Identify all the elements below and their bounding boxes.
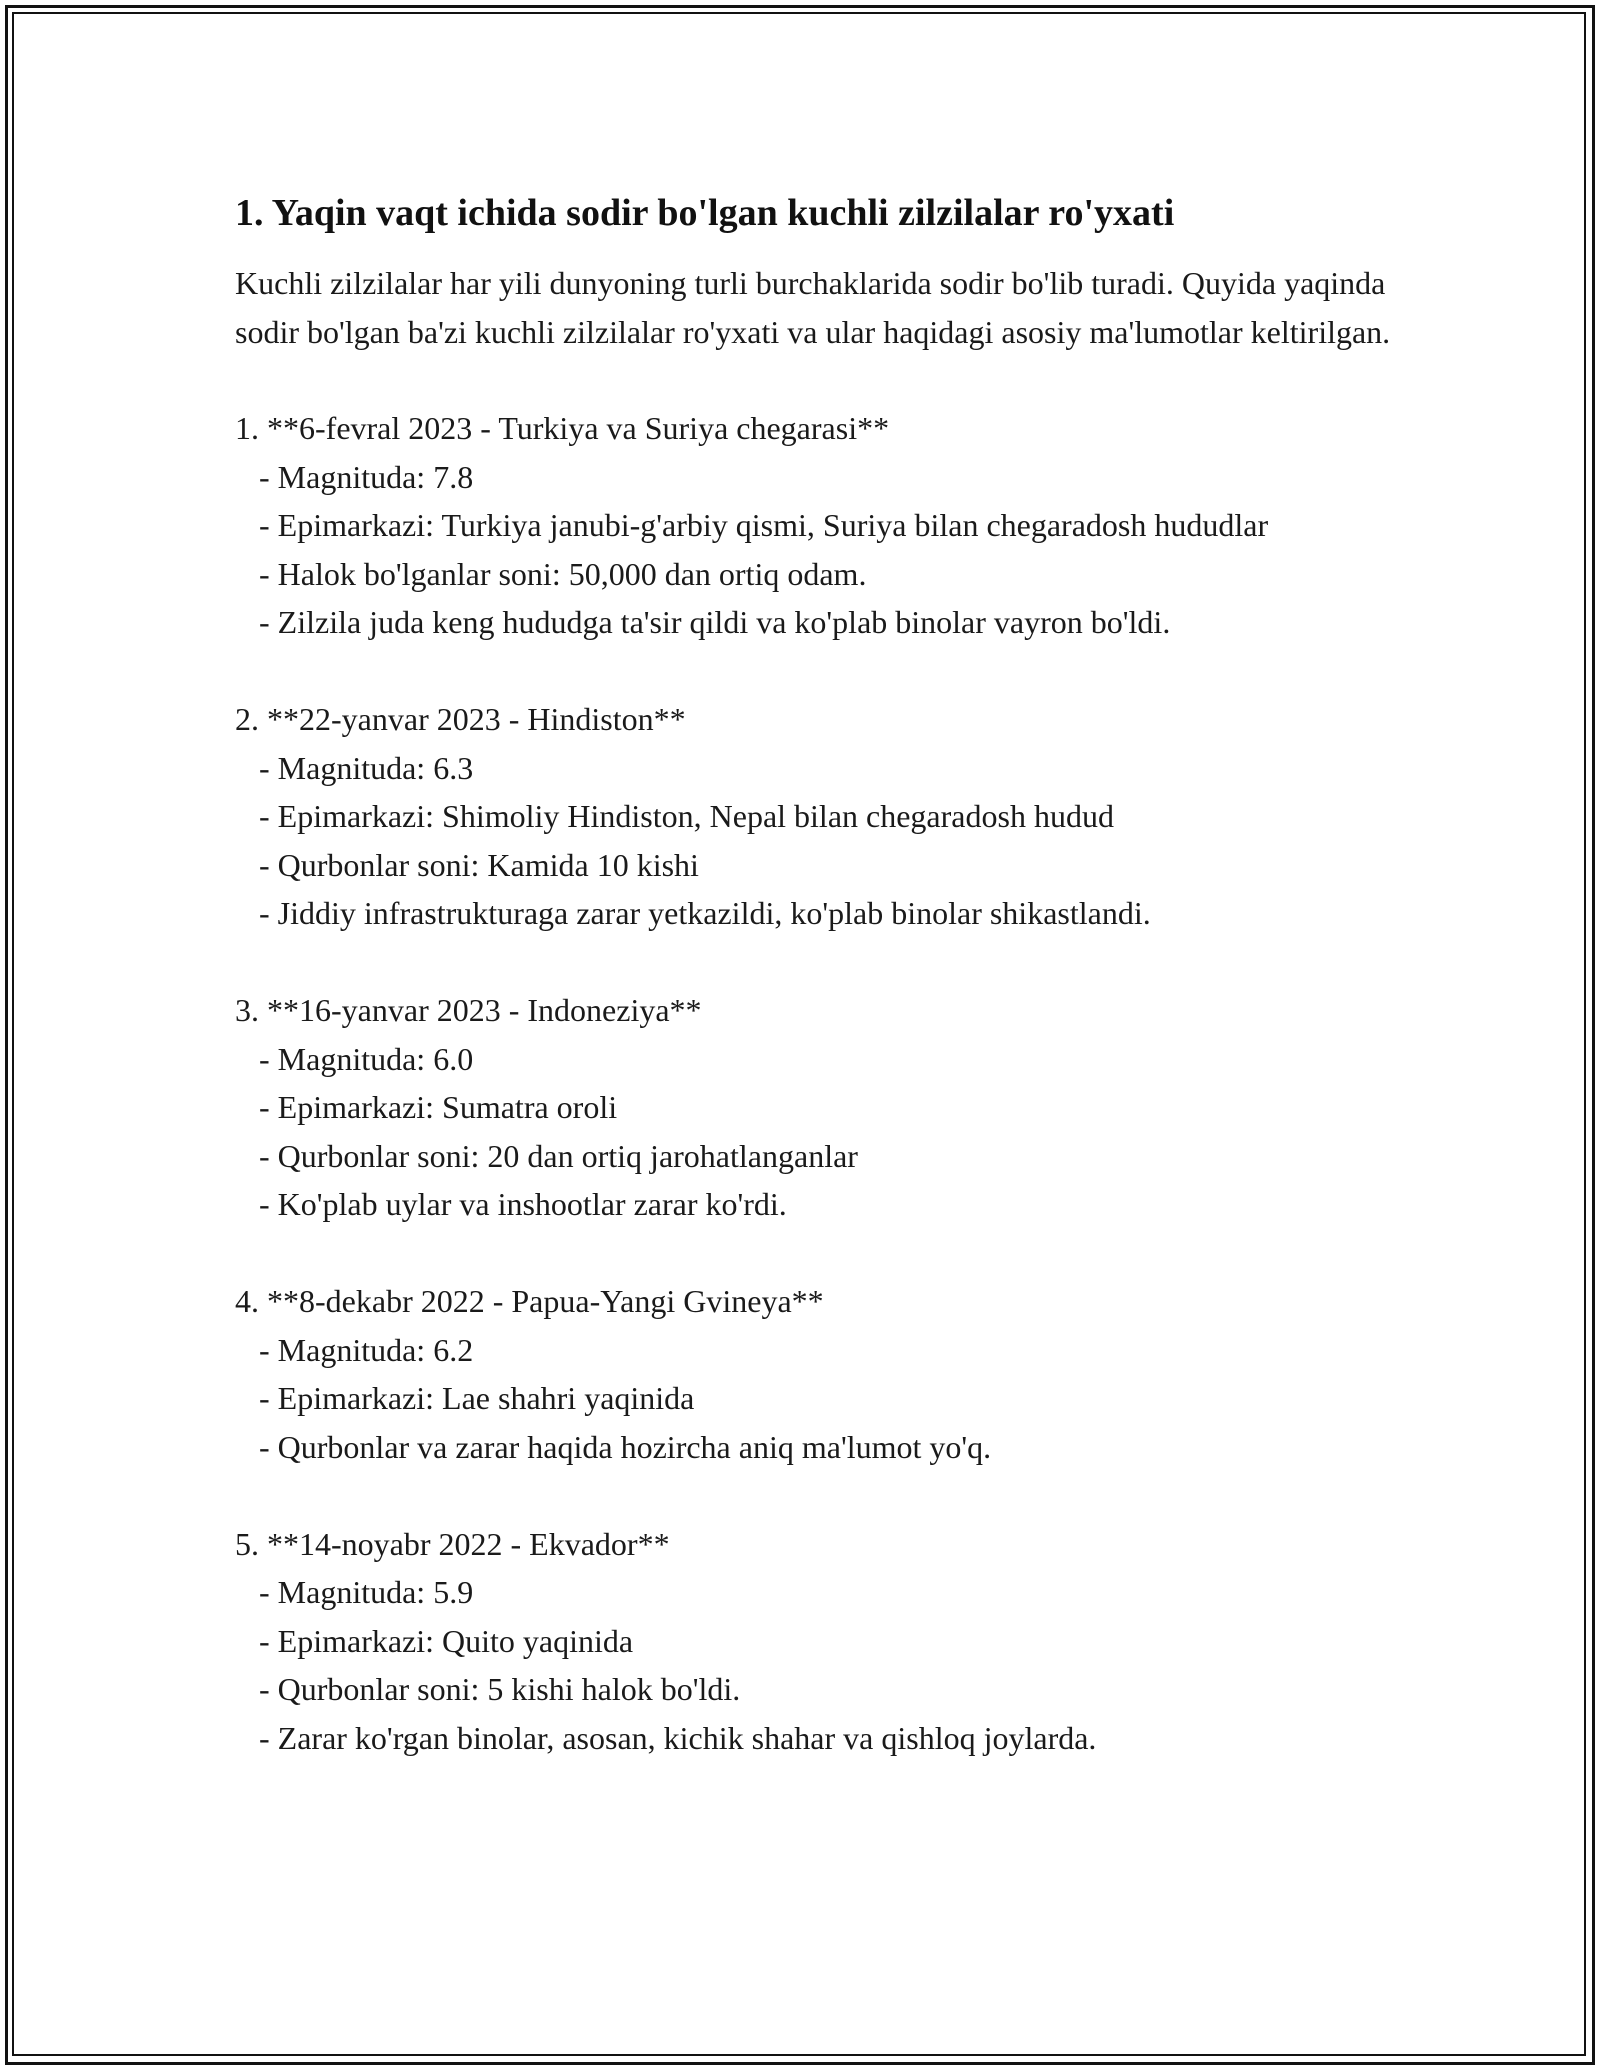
entry-heading: 5. **14-noyabr 2022 - Ekvador** [235, 1525, 670, 1562]
intro-paragraph: Kuchli zilzilalar har yili dunyoning turli burchaklarida sodir bo'lib turadi. Quyida yaqinda sodir bo'lgan ba'zi kuchli zilzilalar ro'yxati va ular haqidagi asosiy ma'lumotlar keltirilgan. [235, 265, 1391, 350]
entry-detail: - Magnituda: 6.2 [235, 1331, 474, 1368]
entry-detail: - Magnituda: 6.0 [235, 1040, 474, 1077]
list-item [235, 695, 1395, 938]
entry-detail: - Epimarkazi: Lae shahri yaqinida [235, 1380, 695, 1416]
entry-detail: - Qurbonlar soni: 5 kishi halok bo'ldi. [235, 1671, 741, 1707]
entry-detail: - Halok bo'lganlar soni: 50,000 dan ortiq odam. [235, 555, 867, 592]
entry-detail: - Zarar ko'rgan binolar, asosan, kichik shahar va qishloq joylarda. [235, 1719, 1097, 1756]
entry-detail: - Zilzila juda keng hududga ta'sir qildi va ko'plab binolar vayron bo'ldi. [235, 604, 1171, 640]
entry-heading: 3. **16-yanvar 2023 - Indoneziya** [235, 992, 702, 1028]
document-title: 1. Yaqin vaqt ichida sodir bo'lgan kuchli zilzilalar ro'yxati [235, 192, 1175, 234]
entry-detail: - Jiddiy infrastrukturaga zarar yetkazildi, ko'plab binolar shikastlandi. [235, 895, 1151, 931]
entry-detail: - Ko'plab uylar va inshootlar zarar ko'rdi. [235, 1186, 787, 1222]
entry-heading: 1. **6-fevral 2023 - Turkiya va Suriya chegarasi** [235, 410, 890, 446]
entry-heading: 4. **8-dekabr 2022 - Papua-Yangi Gvineya** [235, 1283, 824, 1319]
entry-detail: - Epimarkazi: Quito yaqinida [235, 1622, 634, 1659]
document-body [235, 185, 1395, 1811]
entry-detail: - Qurbonlar soni: Kamida 10 kishi [235, 846, 699, 883]
entry-detail: - Magnituda: 5.9 [235, 1574, 474, 1610]
entry-detail: - Qurbonlar va zarar haqida hozircha aniq ma'lumot yo'q. [235, 1428, 992, 1465]
earthquake-list [235, 404, 1395, 1762]
list-item [235, 986, 1395, 1229]
entry-detail: - Epimarkazi: Sumatra oroli [235, 1089, 618, 1125]
list-item [235, 1277, 1395, 1471]
entry-detail: - Qurbonlar soni: 20 dan ortiq jarohatlanganlar [235, 1137, 858, 1174]
entry-detail: - Epimarkazi: Shimoliy Hindiston, Nepal bilan chegaradosh hudud [235, 798, 1114, 834]
entry-detail: - Magnituda: 7.8 [235, 458, 474, 495]
list-item [235, 1520, 1395, 1763]
entry-detail: - Epimarkazi: Turkiya janubi-g'arbiy qismi, Suriya bilan chegaradosh hududlar [235, 507, 1269, 543]
list-item [235, 404, 1395, 647]
entry-heading: 2. **22-yanvar 2023 - Hindiston** [235, 701, 686, 737]
entry-detail: - Magnituda: 6.3 [235, 749, 474, 786]
